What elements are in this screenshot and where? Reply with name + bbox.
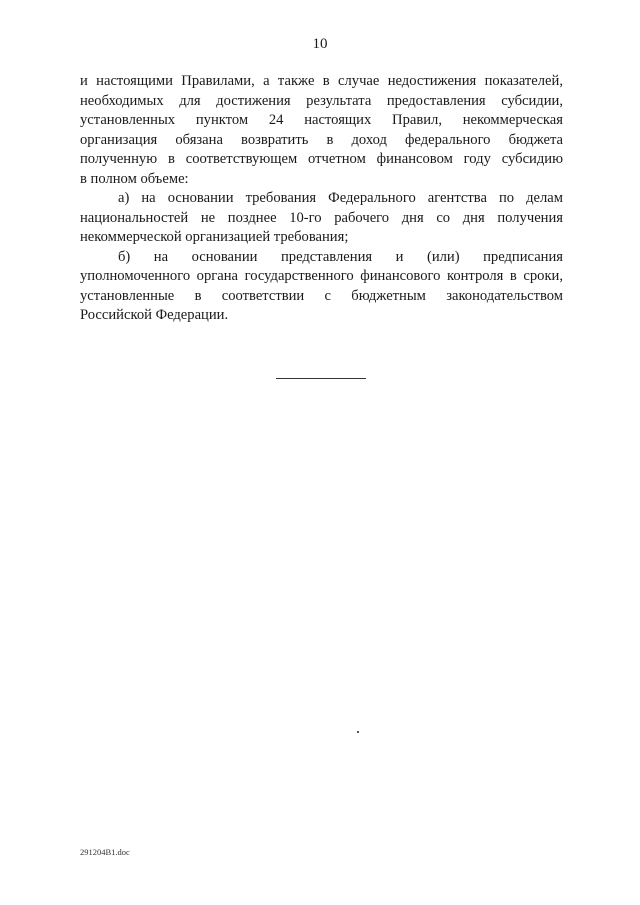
scan-speck xyxy=(357,731,359,733)
text-line: организация обязана возвратить в доход федерального бюджета xyxy=(80,131,563,148)
text-line: б) на основании представления и (или) предписания xyxy=(118,248,563,265)
text-line: национальностей не позднее 10-го рабочего дня со дня получения xyxy=(80,209,563,226)
text-line: уполномоченного органа государственного финансового контроля в сроки, xyxy=(80,268,563,284)
text-line: а) на основании требования Федерального агентства по делам xyxy=(118,190,563,206)
document-file-code: 291204B1.doc xyxy=(80,847,130,857)
text-line: и настоящими Правилами, а также в случае недостижения показателей, xyxy=(80,73,563,89)
text-line: Российской Федерации. xyxy=(80,307,229,323)
text-line: установленные в соответствии с бюджетным законодательством xyxy=(80,287,563,304)
text-line: установленных пунктом 24 настоящих Правил, некоммерческая xyxy=(80,112,563,128)
page-number: 10 xyxy=(312,36,328,52)
text-line: полученную в соответствующем отчетном финансовом году субсидию xyxy=(80,151,563,167)
document-body xyxy=(80,72,563,326)
text-line: необходимых для достижения результата предоставления субсидии, xyxy=(80,92,563,109)
end-separator-line xyxy=(276,378,366,379)
text-line: некоммерческой организацией требования; xyxy=(80,229,349,245)
text-line: в полном объеме: xyxy=(80,170,189,187)
